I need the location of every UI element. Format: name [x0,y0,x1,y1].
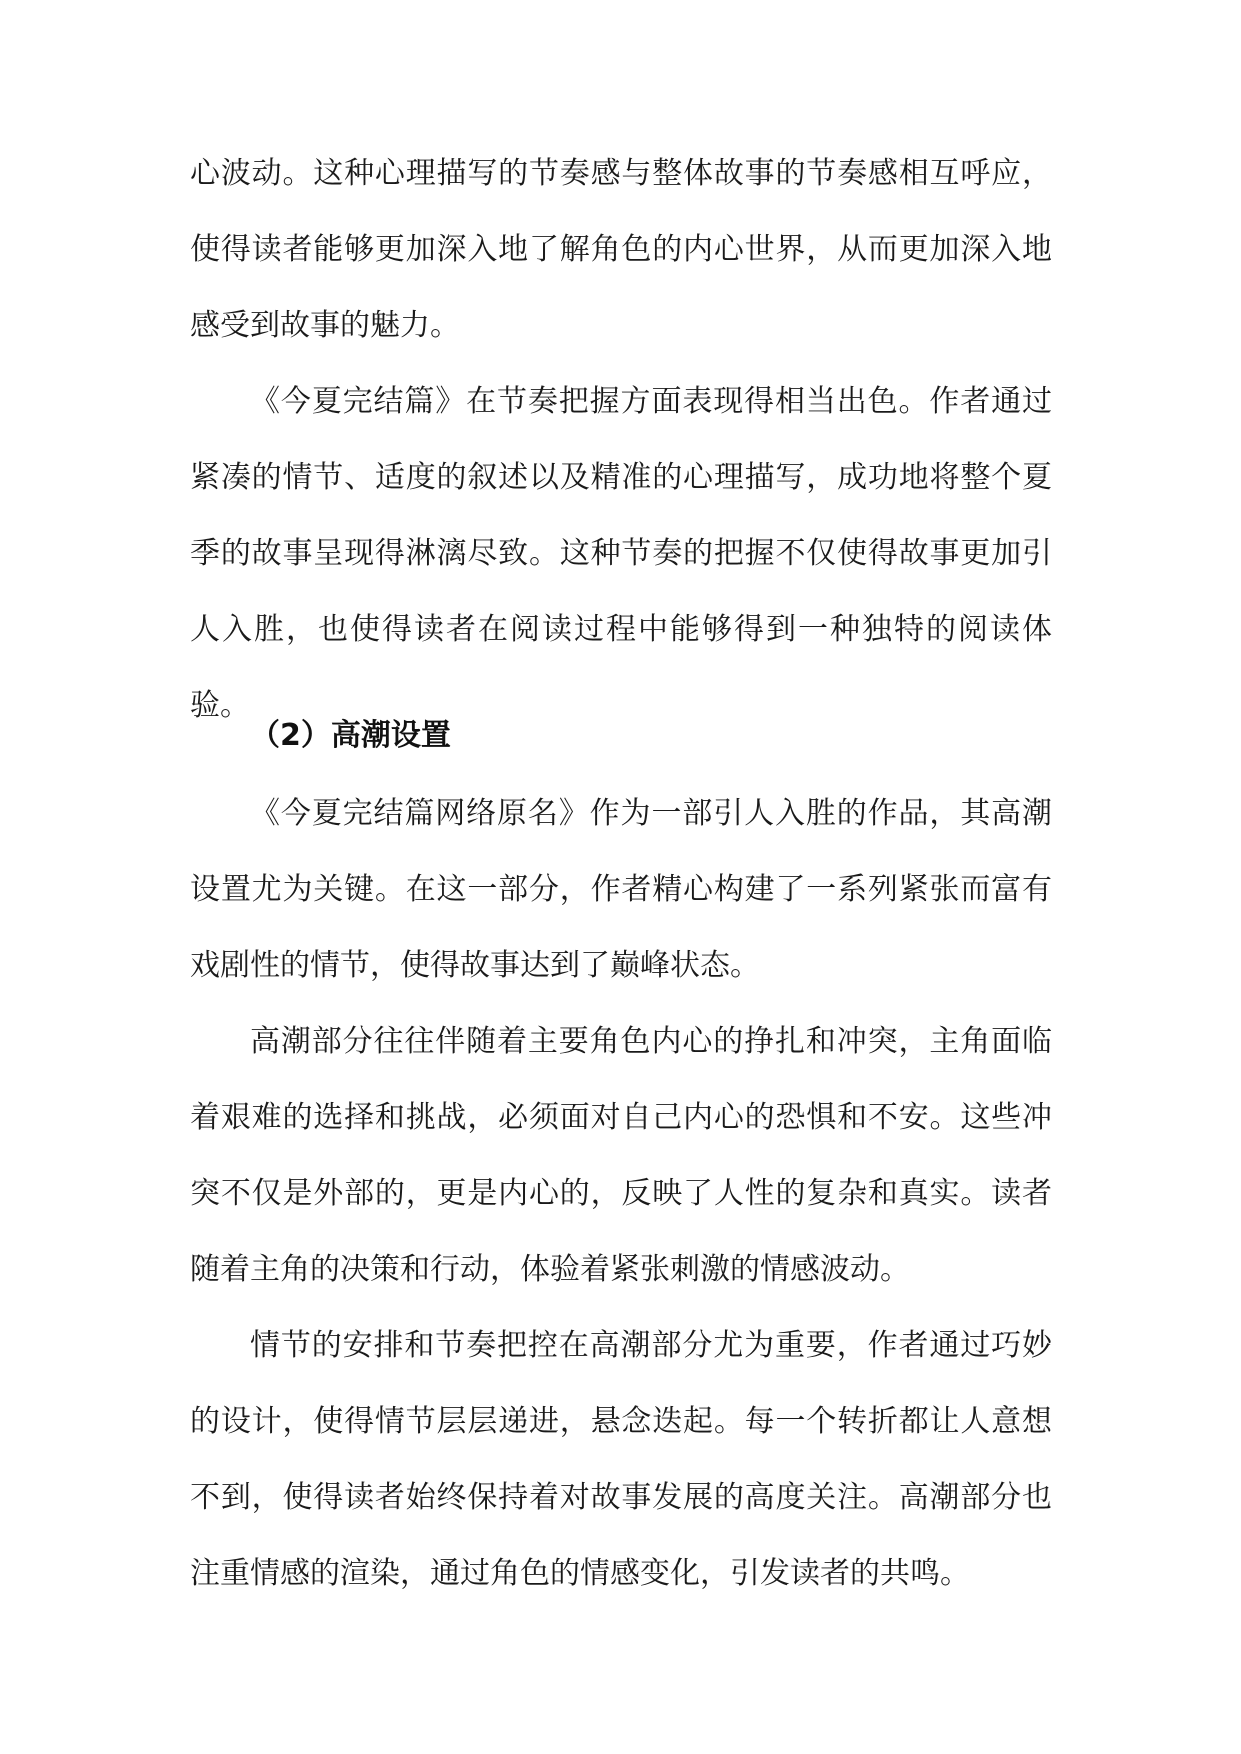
section-heading [190,698,451,774]
paragraph-climax-conflict [190,1004,1052,1308]
paragraph-climax-intro [190,776,1052,1004]
paragraph-text: 高潮部分往往伴随着主要角色内心的挣扎和冲突，主角面临着艰难的选择和挑战，必须面对自己内心的恐惧和不安。这些冲突不仅是外部的，更是内心的，反映了人性的复杂和真实。读者随着主角的决策和行动，体验着紧张刺激的情感波动。 [190,1024,1052,1287]
paragraph-text: 情节的安排和节奏把控在高潮部分尤为重要，作者通过巧妙的设计，使得情节层层递进，悬念迭起。每一个转折都让人意想不到，使得读者始终保持着对故事发展的高度关注。高潮部分也注重情感的渲染，通过角色的情感变化，引发读者的共鸣。 [190,1328,1052,1591]
paragraph-text: 心波动。这种心理描写的节奏感与整体故事的节奏感相互呼应，使得读者能够更加深入地了解角色的内心世界，从而更加深入地感受到故事的魅力。 [190,156,1052,343]
section-heading-text: （2）高潮设置 [250,718,451,753]
paragraph-rhythm-summary [190,364,1052,744]
paragraph-continuation [190,136,1052,364]
paragraph-climax-plot [190,1308,1052,1612]
paragraph-text: 《今夏完结篇网络原名》作为一部引人入胜的作品，其高潮设置尤为关键。在这一部分，作者精心构建了一系列紧张而富有戏剧性的情节，使得故事达到了巅峰状态。 [190,796,1052,983]
paragraph-text: 《今夏完结篇》在节奏把握方面表现得相当出色。作者通过紧凑的情节、适度的叙述以及精准的心理描写，成功地将整个夏季的故事呈现得淋漓尽致。这种节奏的把握不仅使得故事更加引人入胜，也使得读者在阅读过程中能够得到一种独特的阅读体验。 [190,384,1052,723]
